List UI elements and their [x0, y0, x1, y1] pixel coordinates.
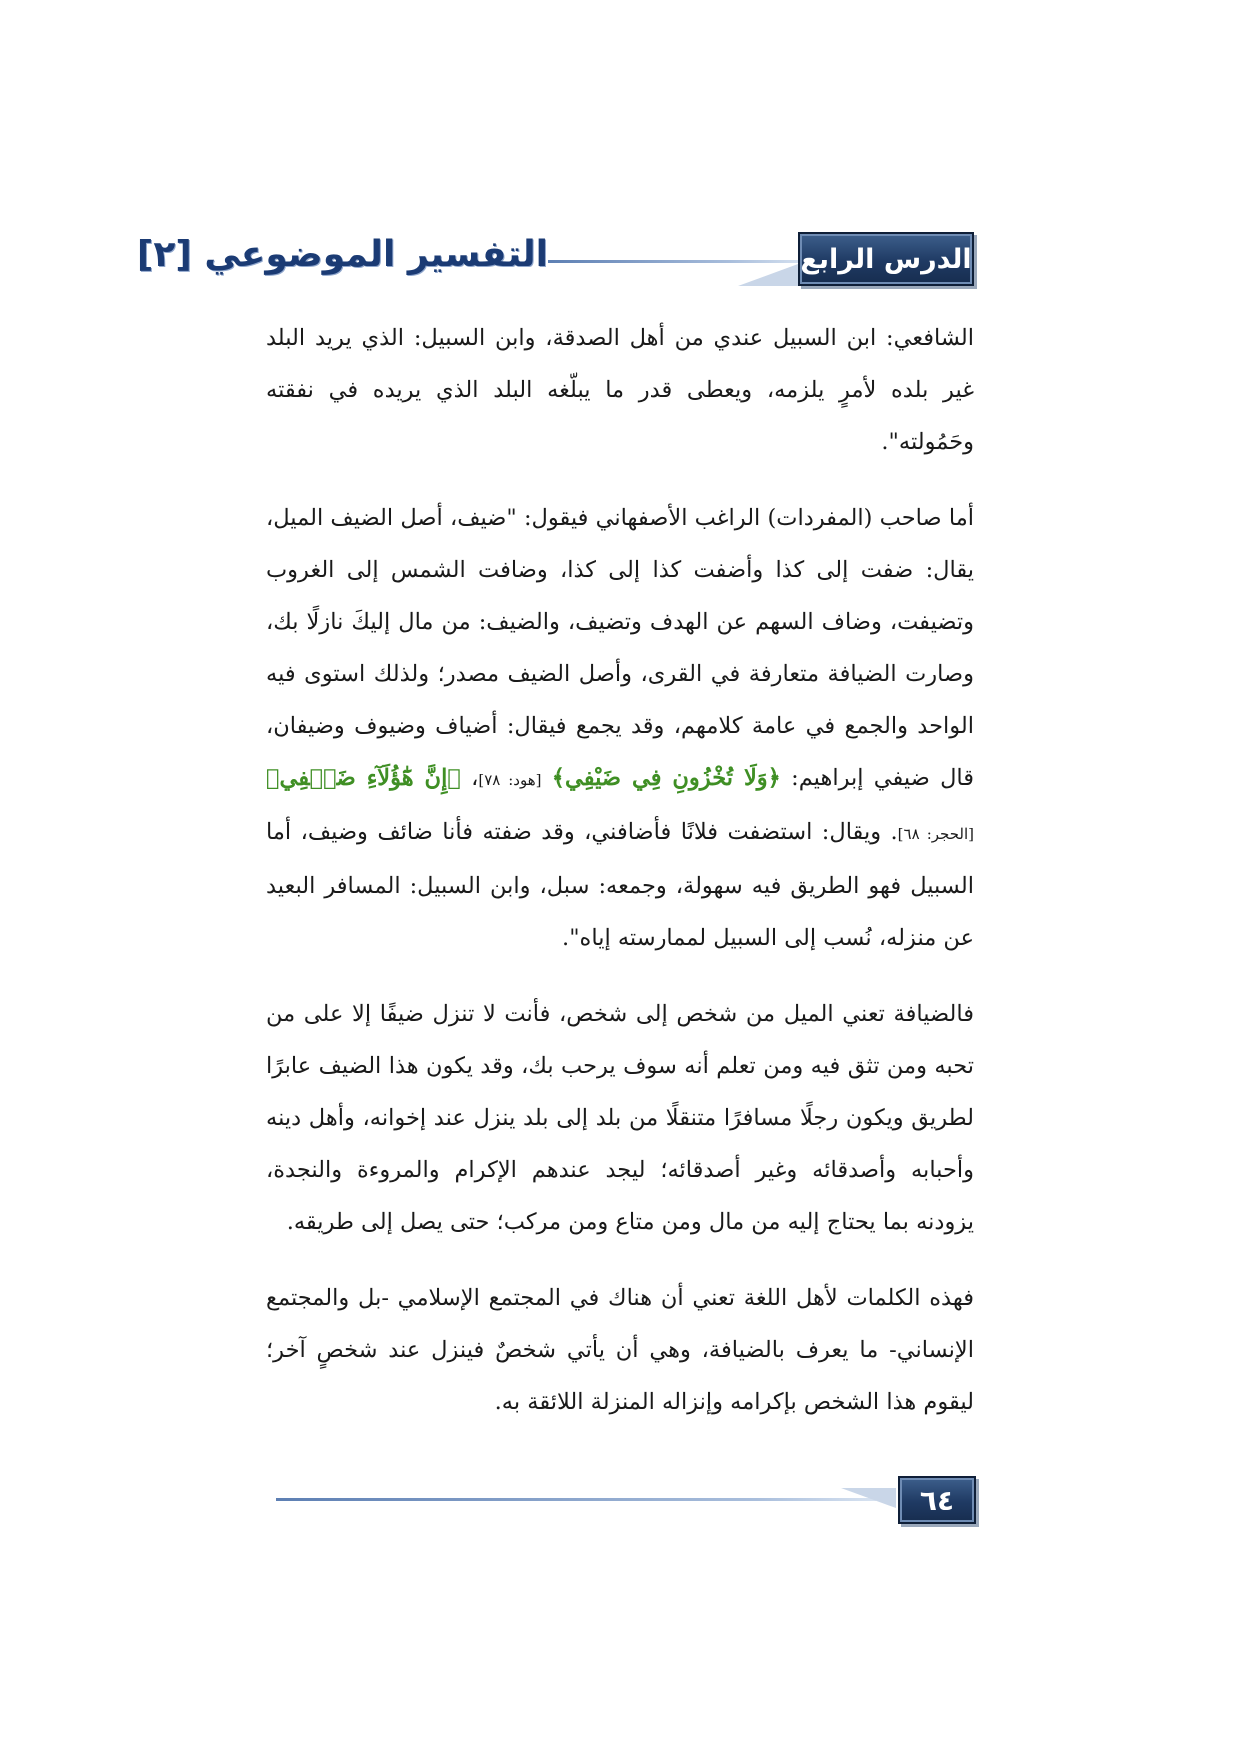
paragraph-4: فهذه الكلمات لأهل اللغة تعني أن هناك في المجتمع الإسلامي -بل والمجتمع الإنساني- ما يعرف بالضيافة، وهي أن يأتي شخصٌ فينزل عند شخصٍ آخر؛ ليقوم هذا الشخص بإكرامه وإنزاله المنزلة اللائقة به.: [266, 1285, 974, 1415]
quran-verse-2: ﴿إِنَّ هَٰٓؤُلَآءِ ضَيۡفِي﴾: [266, 765, 461, 791]
verse-separator: ،: [471, 765, 479, 791]
book-title: التفسير الموضوعي [٢]: [136, 234, 548, 275]
lesson-label: الدرس الرابع: [800, 243, 972, 275]
footer-divider: [276, 1498, 876, 1501]
paragraph-1: الشافعي: ابن السبيل عندي من أهل الصدقة، وابن السبيل: الذي يريد البلد غير بلده لأمرٍ يلزمه، ويعطى قدر ما يبلّغه البلد الذي يريده في نفقته وحَمُولته".: [266, 325, 974, 455]
page-number: ٦٤: [919, 1483, 955, 1517]
paragraph-2-text-after: . ويقال: استضفت فلانًا فأضافني، وقد ضفته فأنا ضائف وضيف، أما السبيل فهو الطريق فيه سهولة، وجمعه: سبل، وابن السبيل: المسافر البعيد عن منزله، نُسب إلى السبيل لممارسته إياه".: [266, 819, 974, 951]
page-number-badge: [898, 1476, 976, 1524]
paragraph-3: فالضيافة تعني الميل من شخص إلى شخص، فأنت لا تنزل ضيفًا إلا على من تحبه ومن تثق فيه ومن تعلم أنه سوف يرحب بك، وقد يكون هذا الضيف عابرًا لطريق ويكون رجلًا مسافرًا متنقلًا من بلد إلى بلد ينزل عند إخوانه، وأهل دينه وأحبابه وأصدقائه وغير أصدقائه؛ ليجد عندهم الإكرام والمروءة والنجدة، يزودنه بما يحتاج إليه من مال ومن متاع ومن مركب؛ حتى يصل إلى طريقه.: [266, 1001, 974, 1235]
verse-reference-1: [هود: ٧٨]: [478, 771, 542, 789]
header-divider-wedge: [738, 242, 798, 286]
lesson-badge: [798, 232, 974, 286]
quran-verse-1: ﴿وَلَا تُخْزُونِ فِي ضَيْفِي﴾: [551, 765, 781, 791]
paragraph-2-text-before: أما صاحب (المفردات) الراغب الأصفهاني فيقول: "ضيف، أصل الضيف الميل، يقال: ضفت إلى كذا وأضفت كذا إلى كذا، وضافت الشمس إلى الغروب وتضيفت، وضاف السهم عن الهدف وتضيف، والضيف: من مال إليكَ نازلًا بك، وصارت الضيافة متعارفة في القرى، وأصل الضيف مصدر؛ ولذلك استوى فيه الواحد والجمع في عامة كلامهم، وقد يجمع فيقال: أضياف وضيوف وضيفان، قال ضيفي إبراهيم:: [266, 505, 975, 791]
body-text: [266, 312, 974, 1428]
page-footer: [276, 1476, 976, 1528]
verse-reference-2: [الحجر: ٦٨]: [897, 825, 974, 843]
paragraph-2: [266, 492, 974, 964]
page-header: [136, 232, 974, 290]
footer-divider-wedge: [841, 1488, 896, 1508]
